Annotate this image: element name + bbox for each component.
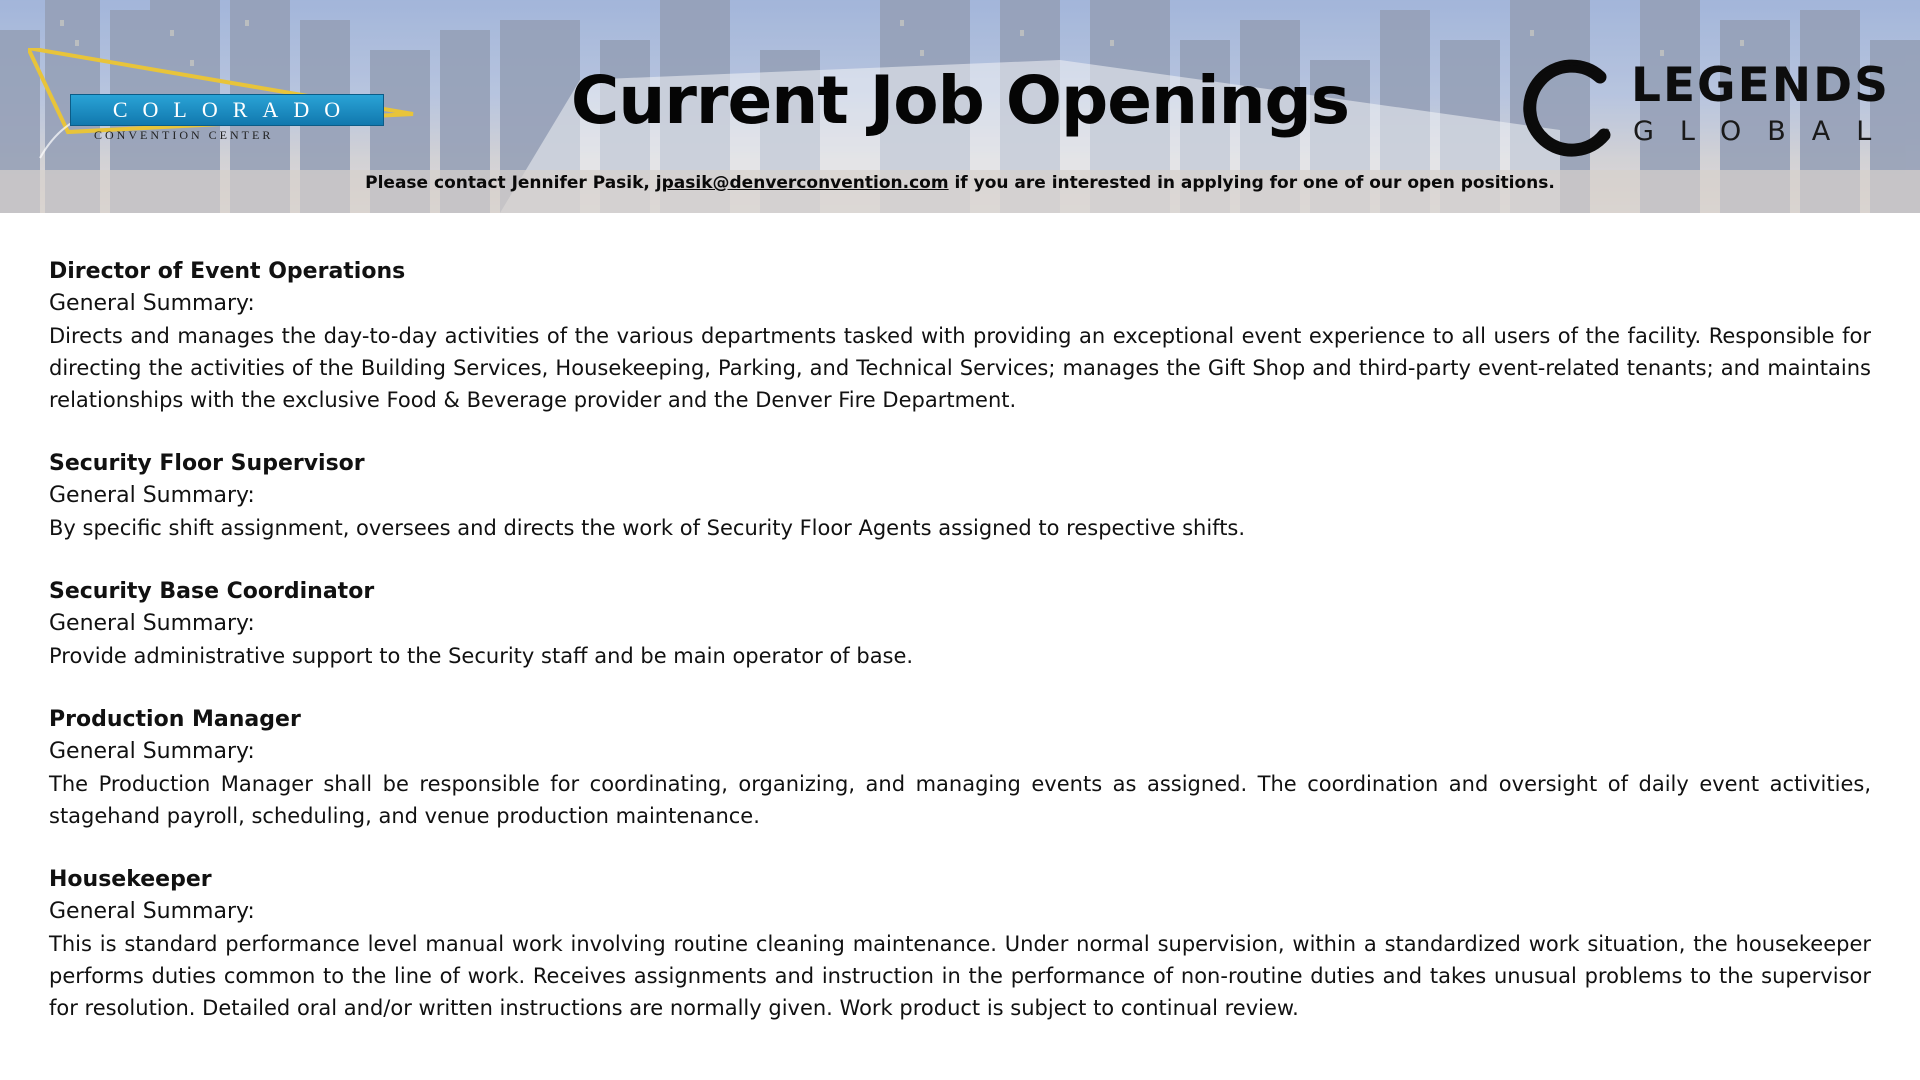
colorado-wordmark: COLORADO [70, 94, 384, 126]
job-description: Directs and manages the day-to-day activities of the various departments tasked with providing an exceptional event experience to all users of the facility. Responsible for directing the activities of the Building Services, Housekeeping, Parking, and Technical Services; manages the Gift Shop and third-party event-related tenants; and maintains relationships with the exclusive Food & Beverage provider and the Denver Fire Department. [49, 324, 1871, 412]
job-listing [49, 576, 1871, 672]
general-summary-label: General Summary: [49, 611, 255, 636]
job-title: Director of Event Operations [49, 259, 406, 284]
job-listing [49, 448, 1871, 544]
convention-center-wordmark: CONVENTION CENTER [94, 128, 274, 142]
job-listing [49, 864, 1871, 1024]
job-listing [49, 256, 1871, 416]
general-summary-label: General Summary: [49, 899, 255, 924]
job-description: The Production Manager shall be responsible for coordinating, organizing, and managing events as assigned. The coordination and oversight of daily event activities, stagehand payroll, scheduling, and venue production maintenance. [49, 772, 1871, 828]
job-description: Provide administrative support to the Security staff and be main operator of base. [49, 644, 914, 668]
page-title: Current Job Openings [570, 62, 1350, 139]
contact-line [0, 173, 1920, 193]
job-description: By specific shift assignment, oversees and directs the work of Security Floor Agents assigned to respective shifts. [49, 516, 1246, 540]
job-description: This is standard performance level manual work involving routine cleaning maintenance. Under normal supervision, within a standardized work situation, the housekeeper performs duties common to the line of work. Receives assignments and instruction in the performance of non-routine duties and takes unusual problems to the supervisor for resolution. Detailed oral and/or written instructions are normally given. Work product is subject to continual review. [49, 932, 1871, 1020]
general-summary-label: General Summary: [49, 483, 255, 508]
job-title: Security Floor Supervisor [49, 451, 365, 476]
general-summary-label: General Summary: [49, 739, 255, 764]
global-wordmark: GLOBAL [1633, 116, 1898, 147]
contact-email-link[interactable]: jpasik@denverconvention.com [655, 173, 949, 193]
legends-ring-icon [1518, 55, 1618, 159]
job-title: Security Base Coordinator [49, 579, 375, 604]
job-title: Production Manager [49, 707, 301, 732]
contact-suffix: if you are interested in applying for one of our open positions. [948, 173, 1555, 193]
job-listing [49, 704, 1871, 832]
job-listings [49, 256, 1871, 1056]
job-title: Housekeeper [49, 867, 212, 892]
contact-prefix: Please contact Jennifer Pasik, [365, 173, 656, 193]
header-banner [0, 0, 1920, 213]
legends-wordmark: LEGENDS [1631, 58, 1890, 113]
general-summary-label: General Summary: [49, 291, 255, 316]
